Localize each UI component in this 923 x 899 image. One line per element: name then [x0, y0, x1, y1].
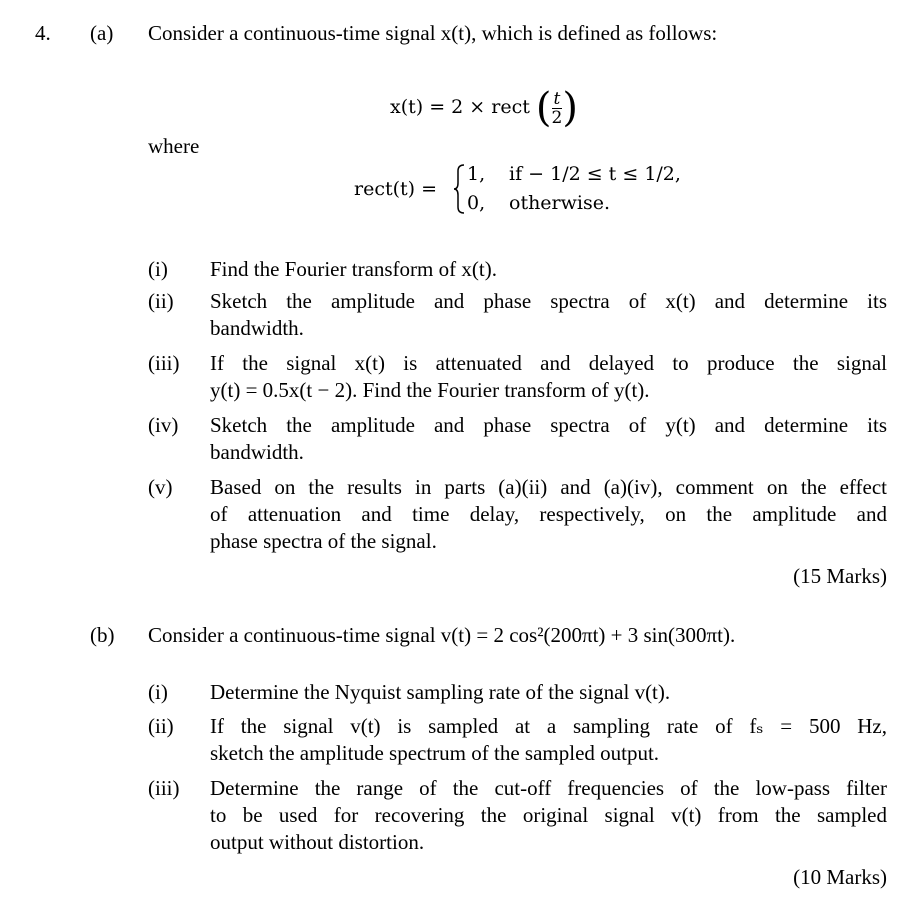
item-line: Sketch the amplitude and phase spectra of x(t) and determine its: [210, 289, 887, 313]
item-a-iii-text: [210, 350, 887, 404]
part-a-marks: (15 Marks): [793, 564, 887, 588]
case1-condition: if − 1/2 ≤ t ≤ 1/2,: [509, 163, 681, 185]
item-a-ii-text: [210, 288, 887, 342]
item-line: to be used for recovering the original signal v(t) from the sampled: [210, 803, 887, 827]
item-line: bandwidth.: [210, 440, 304, 464]
item-line: Find the Fourier transform of x(t).: [210, 257, 497, 281]
part-b-marks: (10 Marks): [793, 865, 887, 889]
part-a-label: (a): [90, 21, 114, 45]
item-line: Determine the Nyquist sampling rate of the signal v(t).: [210, 680, 671, 704]
item-a-i-label: (i): [148, 257, 168, 281]
item-line: phase spectra of the signal.: [210, 529, 437, 553]
item-a-i-text: [210, 256, 887, 283]
brace-icon: [452, 163, 466, 215]
item-line: sketch the amplitude spectrum of the sampled output.: [210, 741, 660, 765]
x-equation-lhs: x(t) = 2 × rect: [390, 96, 530, 118]
part-a-intro: Consider a continuous-time signal x(t), which is defined as follows:: [148, 21, 718, 45]
where-label: where: [148, 134, 200, 158]
item-a-iii-label: (iii): [148, 351, 180, 375]
item-line: of attenuation and time delay, respectively, on the amplitude and: [210, 502, 887, 526]
fraction-denominator: 2: [551, 107, 563, 128]
case1-value: 1,: [467, 163, 486, 185]
item-a-v-label: (v): [148, 475, 173, 499]
case2-value: 0,: [467, 192, 486, 214]
item-line: If the signal v(t) is sampled at a sampling rate of fₛ = 500 Hz,: [210, 714, 887, 738]
part-b-intro: Consider a continuous-time signal v(t) = 2 cos²(200πt) + 3 sin(300πt).: [148, 623, 736, 647]
item-line: bandwidth.: [210, 316, 304, 340]
fraction: [552, 90, 563, 127]
right-paren: ): [562, 85, 578, 131]
item-b-iii-text: [210, 775, 887, 856]
item-line: Determine the range of the cut-off frequencies of the low-pass filter: [210, 776, 887, 800]
item-b-iii-label: (iii): [148, 776, 180, 800]
item-b-ii-label: (ii): [148, 714, 174, 738]
item-line: output without distortion.: [210, 830, 425, 854]
item-a-iv-text: [210, 412, 887, 466]
fraction-numerator: t: [553, 88, 561, 109]
case2-condition: otherwise.: [509, 192, 611, 214]
item-b-i-label: (i): [148, 680, 168, 704]
x-equation: [390, 85, 578, 131]
part-b-label: (b): [90, 623, 115, 647]
item-line: Based on the results in parts (a)(ii) and (a)(iv), comment on the effect: [210, 475, 887, 499]
item-line: If the signal x(t) is attenuated and delayed to produce the signal: [210, 351, 887, 375]
item-b-i-text: [210, 679, 887, 706]
rect-lhs: rect(t) =: [354, 178, 438, 200]
left-paren: (: [535, 85, 552, 131]
item-a-iv-label: (iv): [148, 413, 179, 437]
item-a-ii-label: (ii): [148, 289, 174, 313]
item-a-v-text: [210, 474, 887, 555]
item-line: y(t) = 0.5x(t − 2). Find the Fourier transform of y(t).: [210, 378, 650, 402]
question-number: 4.: [35, 21, 51, 45]
item-line: Sketch the amplitude and phase spectra of y(t) and determine its: [210, 413, 887, 437]
item-b-ii-text: [210, 713, 887, 767]
